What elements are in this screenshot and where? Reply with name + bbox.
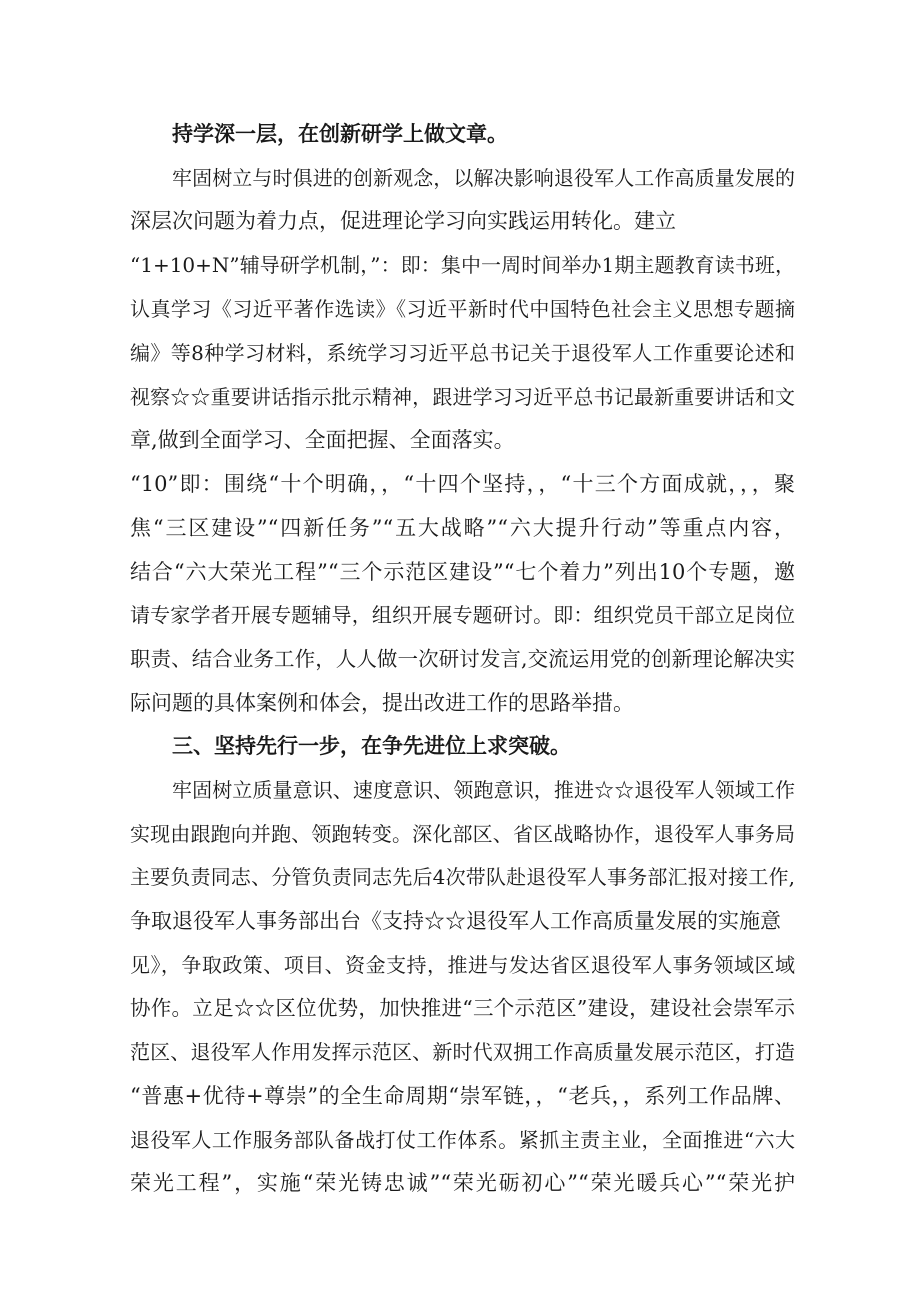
paragraph-line: “10”即：围绕“十个明确，，“十四个坚持，，“十三个方面成就，，，聚 (130, 472, 795, 496)
paragraph-line: 退役军人工作服务部队备战打仗工作体系。紧抓主责主业，全面推进“六大 (130, 1128, 795, 1152)
paragraph-line: 视察☆☆重要讲话指示批示精神，跟进学习习近平总书记最新重要讲话和文 (130, 385, 795, 409)
section-heading: 三、坚持先行一步，在争先进位上求突破。 (172, 734, 571, 758)
paragraph-line: 范区、退役军人作用发挥示范区、新时代双拥工作高质量发展示范区，打造 (130, 1040, 795, 1064)
paragraph-line: 章,做到全面学习、全面把握、全面落实。 (130, 428, 515, 452)
paragraph-line: 实现由跟跑向并跑、领跑转变。深化部区、省区战略协作，退役军人事务局 (130, 822, 795, 846)
paragraph-line: 牢固树立与时俱进的创新观念，以解决影响退役军人工作高质量发展的 (172, 166, 795, 190)
paragraph-line: 际问题的具体案例和体会，提出改进工作的思路举措。 (130, 691, 634, 715)
paragraph-line: 争取退役军人事务部出台《支持☆☆退役军人工作高质量发展的实施意 (130, 909, 781, 933)
paragraph-line: 认真学习《习近平著作选读》《习近平新时代中国特色社会主义思想专题摘 (130, 297, 795, 321)
paragraph-line: “1+10+N”辅导研学机制，”：即：集中一周时间举办1期主题教育读书班， (130, 253, 795, 277)
paragraph-line: 编》等8种学习材料，系统学习习近平总书记关于退役军人工作重要论述和 (130, 341, 795, 365)
section-heading: 持学深一层，在创新研学上做文章。 (172, 122, 508, 146)
paragraph-line: 请专家学者开展专题辅导，组织开展专题研讨。即：组织党员干部立足岗位 (130, 603, 795, 627)
paragraph-line: “普惠+优待+尊崇”的全生命周期“崇军链，，“老兵，，系列工作品牌、 (130, 1084, 795, 1108)
paragraph-line: 荣光工程”，实施“荣光铸忠诚”“荣光砺初心”“荣光暖兵心”“荣光护 (130, 1171, 795, 1195)
paragraph-line: 职责、结合业务工作，人人做一次研讨发言,交流运用党的创新理论解决实 (130, 647, 795, 671)
paragraph-line: 焦“三区建设”“四新任务”“五大战略”“六大提升行动”等重点内容， (130, 516, 795, 540)
paragraph-line: 牢固树立质量意识、速度意识、领跑意识，推进☆☆退役军人领域工作 (172, 778, 795, 802)
paragraph-line: 主要负责同志、分管负责同志先后4次带队赴退役军人事务部汇报对接工作, (130, 865, 795, 889)
paragraph-line: 结合“六大荣光工程”“三个示范区建设”“七个着力”列出10个专题，邀 (130, 560, 795, 584)
paragraph-line: 协作。立足☆☆区位优势，加快推进“三个示范区”建设，建设社会崇军示 (130, 996, 795, 1020)
paragraph-line: 深层次问题为着力点，促进理论学习向实践运用转化。建立 (130, 209, 676, 233)
paragraph-line: 见》，争取政策、项目、资金支持，推进与发达省区退役军人事务领域区域 (130, 953, 795, 977)
